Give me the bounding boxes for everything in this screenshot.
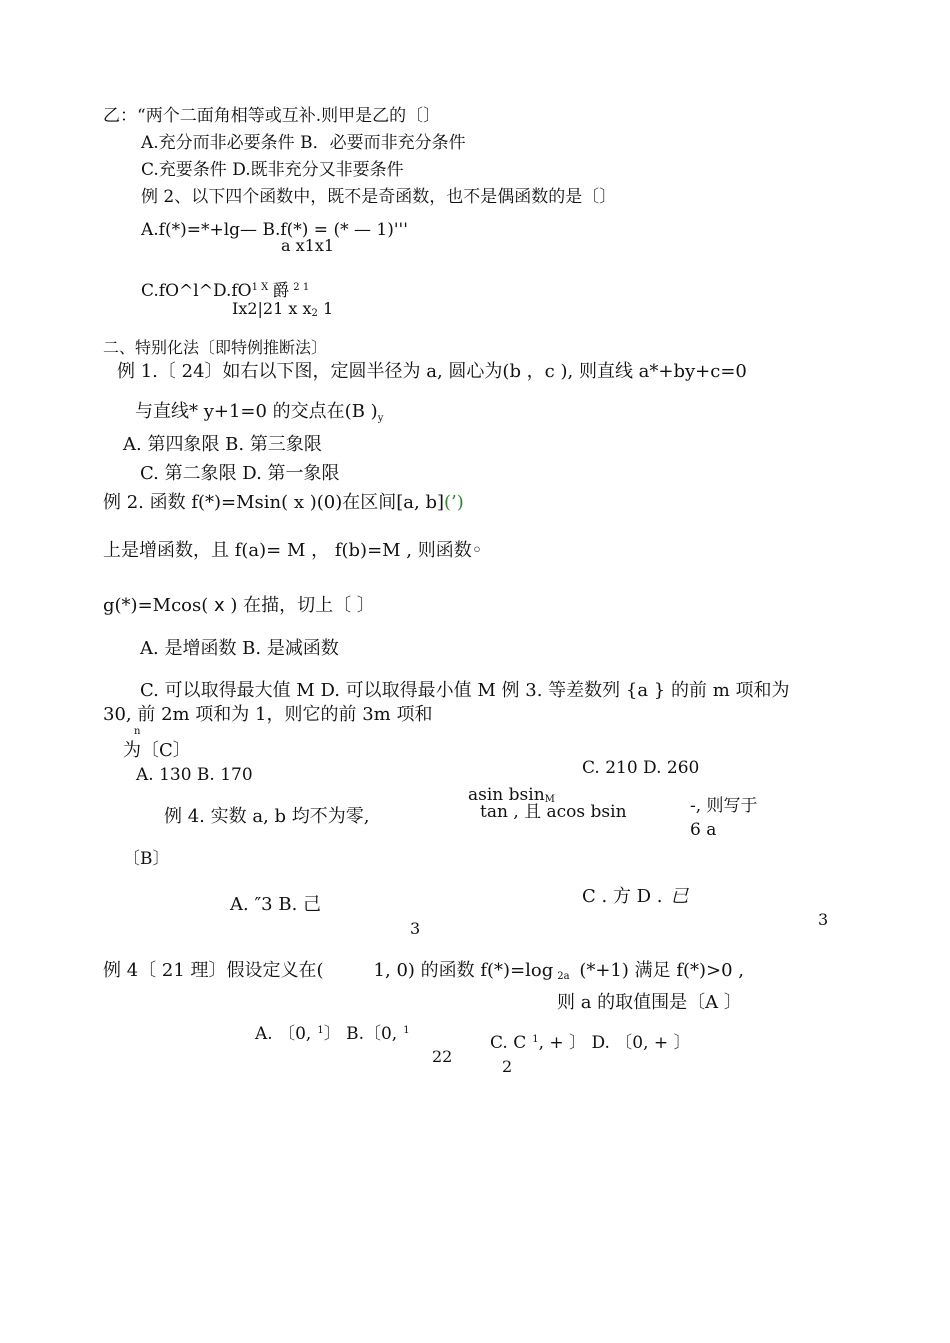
text: 爵 bbox=[272, 281, 290, 301]
formula-line: -, 则写于 bbox=[690, 796, 758, 816]
subscript: n bbox=[134, 726, 141, 737]
text: C . 方 D . bbox=[582, 886, 663, 907]
option-line: C. 210 D. 260 bbox=[582, 758, 700, 778]
superscript: 1 X bbox=[251, 282, 269, 293]
superscript: 1 bbox=[317, 1025, 324, 1036]
text: , + 〕 D. 〔0, + 〕 bbox=[538, 1033, 691, 1053]
text: 例 4〔 21 理〕假设定义在( bbox=[103, 960, 324, 981]
text: 例 2. 函数 f(*)=Msin( x )(0)在区间[a, b] bbox=[103, 492, 445, 513]
text-line: 为〔C〕 bbox=[123, 740, 191, 761]
text: C.fO^l^D.fO bbox=[141, 281, 252, 301]
option-line: A. 第四象限 B. 第三象限 bbox=[123, 434, 322, 455]
formula-line: 3 bbox=[818, 910, 829, 929]
text: 〕 B.〔0, bbox=[323, 1024, 398, 1044]
subscript: 2 bbox=[311, 308, 318, 319]
superscript: 1 bbox=[532, 1034, 539, 1045]
option-line: A. 是增函数 B. 是减函数 bbox=[140, 638, 339, 659]
text: g(*)=Mcos( bbox=[103, 595, 214, 616]
section-heading: 二、特别化法〔即特例推断法〕 bbox=[103, 338, 328, 357]
option-line: C.充要条件 D.既非充分又非要条件 bbox=[141, 160, 404, 180]
option-line: A.f(*)=*+lg— B.f(*) = (* — 1)''' bbox=[141, 220, 408, 240]
option-line: C. 可以取得最大值 M D. 可以取得最小值 M 例 3. 等差数列 {a } 的前 m 项和为 bbox=[140, 680, 790, 701]
text-line bbox=[103, 597, 375, 615]
text-line: 则 a 的取值围是〔A 〕 bbox=[557, 992, 742, 1013]
text: (’) bbox=[444, 492, 464, 513]
formula-line: 22 bbox=[432, 1047, 453, 1066]
example-line bbox=[103, 962, 744, 982]
text: A. 〔0, bbox=[255, 1024, 312, 1044]
text: 1 bbox=[317, 299, 334, 318]
formula-line: a x1x1 bbox=[281, 236, 335, 255]
subscript: y bbox=[377, 413, 384, 424]
text-line: 30, 前 2m 项和为 1，则它的前 3m 项和 bbox=[103, 704, 433, 725]
text: 与直线* y+1=0 的交点在(B ) bbox=[135, 401, 378, 422]
formula-line: 3 bbox=[410, 919, 421, 938]
answer-line: 〔B〕 bbox=[123, 849, 170, 869]
option-line bbox=[490, 1035, 691, 1052]
option-line: A. ″3 B. 己 bbox=[230, 894, 322, 915]
option-line: A.充分而非必要条件 B．必要而非充分条件 bbox=[141, 133, 466, 153]
option-line bbox=[582, 888, 689, 906]
example-line bbox=[103, 494, 464, 512]
text: C. C bbox=[490, 1033, 527, 1053]
text: ) 在描，切上〔 〕 bbox=[224, 595, 375, 616]
example-line: 例 1.〔 24〕如右以下图，定圆半径为 a, 圆心为(b ，c ), 则直线 a*+by+c=0 bbox=[117, 361, 747, 382]
text: asin bsin bbox=[468, 785, 545, 805]
text: 已 bbox=[670, 886, 689, 907]
text-line bbox=[135, 403, 383, 424]
option-line bbox=[141, 283, 309, 300]
text-line: 乙：“两个二面角相等或互补.则甲是乙的〔〕 bbox=[103, 106, 441, 126]
example-line: 例 2、以下四个函数中，既不是奇函数，也不是偶函数的是〔〕 bbox=[141, 187, 617, 207]
formula-line: 6 a bbox=[690, 820, 717, 840]
superscript: 1 bbox=[403, 1025, 410, 1036]
example-line: 例 4. 实数 a, b 均不为零, bbox=[164, 806, 370, 827]
option-line: C. 第二象限 D. 第一象限 bbox=[140, 463, 340, 484]
option-line: A. 130 B. 170 bbox=[136, 765, 253, 785]
formula-line bbox=[232, 301, 333, 319]
text-line: 上是增函数，且 f(a)= M ， f(b)=M , 则函数◦ bbox=[103, 540, 483, 561]
subscript: M bbox=[544, 794, 555, 805]
option-line bbox=[255, 1026, 410, 1043]
subscript: 2a bbox=[557, 971, 570, 982]
text: (*+1) 满足 f(*)>0 , bbox=[573, 960, 745, 981]
superscript: 2 1 bbox=[293, 282, 310, 293]
text: x bbox=[213, 595, 225, 616]
text: 1, 0) 的函数 f(*)=log bbox=[373, 960, 554, 981]
text: Ix2|21 x x bbox=[232, 299, 312, 318]
formula-line: tan , 且 acos bsin bbox=[480, 802, 627, 822]
formula-line: 2 bbox=[502, 1057, 513, 1076]
